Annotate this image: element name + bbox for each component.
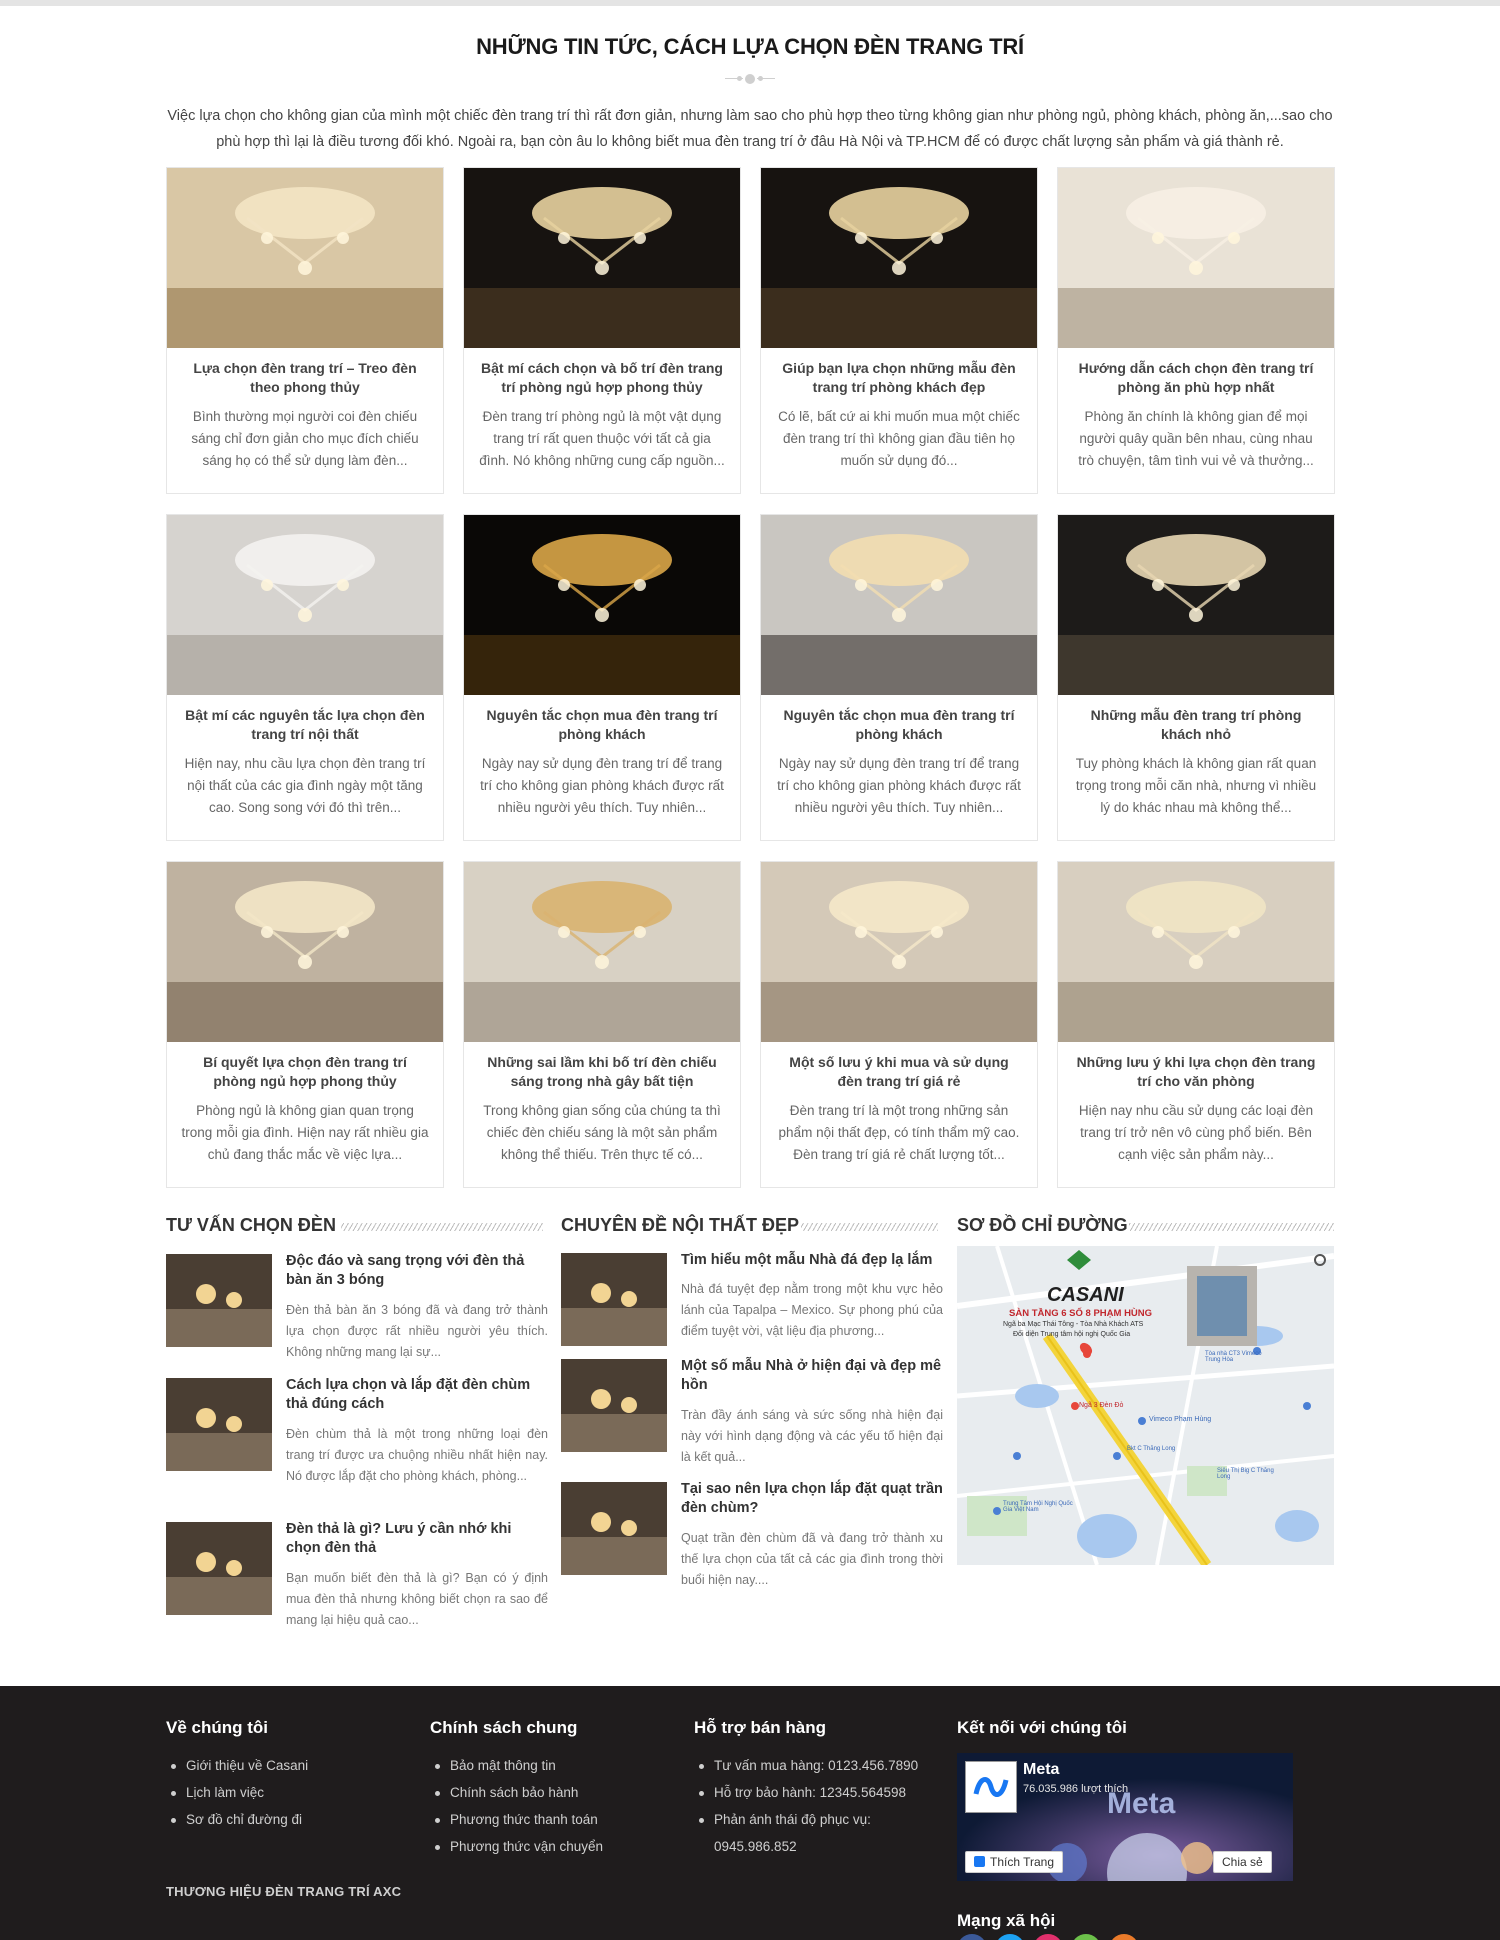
post-thumbnail[interactable] bbox=[166, 1522, 272, 1615]
site-footer bbox=[0, 1686, 1500, 1940]
post-thumbnail[interactable] bbox=[561, 1359, 667, 1452]
article-image[interactable] bbox=[464, 515, 740, 695]
facebook-icon bbox=[974, 1856, 985, 1867]
post-thumbnail[interactable] bbox=[561, 1253, 667, 1346]
article-image[interactable] bbox=[1058, 862, 1334, 1042]
article-image[interactable] bbox=[1058, 515, 1334, 695]
post-title[interactable]: Một số mẫu Nhà ở hiện đại và đẹp mê hồn bbox=[681, 1358, 942, 1393]
interior-post[interactable] bbox=[561, 1357, 943, 1467]
footer-link-schedule[interactable]: Lịch làm việc bbox=[166, 1779, 308, 1806]
article-image[interactable] bbox=[761, 515, 1037, 695]
advice-post[interactable] bbox=[166, 1252, 548, 1362]
post-excerpt: Nhà đá tuyệt đẹp nằm trong một khu vực hẻo lánh của Tapalpa – Mexico. Sự phong phú của điểm tuyệt vời, vật liệu địa phương... bbox=[681, 1282, 943, 1338]
article-card[interactable] bbox=[463, 861, 741, 1188]
article-title[interactable]: Hướng dẫn cách chọn đèn trang trí phòng ăn phù hợp nhất bbox=[1078, 360, 1314, 395]
article-image[interactable] bbox=[167, 168, 443, 348]
footer-link-shipping[interactable]: Phương thức vận chuyển bbox=[430, 1833, 603, 1860]
article-image[interactable] bbox=[167, 515, 443, 695]
map-heading bbox=[957, 1215, 1334, 1241]
article-title[interactable]: Bật mí các nguyên tắc lựa chọn đèn trang trí nội thất bbox=[185, 707, 425, 742]
article-excerpt: Ngày nay sử dụng đèn trang trí để trang trí cho không gian phòng khách được rất nhiều người yêu thích. Tuy nhiên... bbox=[480, 756, 724, 815]
article-excerpt: Tuy phòng khách là không gian rất quan trọng trong mỗi căn nhà, nhưng vì nhiều lý do khác nhau mà không thể... bbox=[1075, 756, 1317, 815]
article-excerpt: Có lẽ, bất cứ ai khi muốn mua một chiếc đèn trang trí thì không gian đầu tiên họ muốn sử dụng đó... bbox=[778, 409, 1020, 468]
article-card[interactable] bbox=[1057, 167, 1335, 494]
map-address: SÀN TẦNG 6 SỐ 8 PHẠM HÙNG bbox=[1009, 1308, 1153, 1319]
article-card[interactable] bbox=[760, 514, 1038, 841]
post-thumbnail[interactable] bbox=[166, 1378, 272, 1471]
article-excerpt: Đèn trang trí phòng ngủ là một vật dụng trang trí rất quen thuộc với tất cả gia đình. Nó không những cung cấp nguồn... bbox=[479, 409, 725, 468]
article-card[interactable] bbox=[166, 167, 444, 494]
map-address-sub2: Đối diện Trung tâm hội nghị Quốc Gia bbox=[1013, 1331, 1131, 1338]
map-poi-4: Tòa nhà CT3 Vimeco Trung Hòa bbox=[1205, 1351, 1262, 1363]
article-excerpt: Phòng ăn chính là không gian để mọi người quây quần bên nhau, cùng nhau trò chuyện, tâm tình vui vẻ và thưởng... bbox=[1078, 409, 1314, 468]
footer-brand-line: THƯƠNG HIỆU ĐÈN TRANG TRÍ AXC bbox=[166, 1884, 402, 1899]
article-image[interactable] bbox=[464, 168, 740, 348]
article-card[interactable] bbox=[463, 167, 741, 494]
intro-text: Việc lựa chọn cho không gian của mình một chiếc đèn trang trí thì rất đơn giản, nhưng làm sao cho phù hợp theo từng không gian như phòng ngủ, phòng khách, phòng ăn,...sao cho phù hợp thì lại là điều tương đối khó. Ngoài ra, bạn còn âu lo không biết mua đèn trang trí ở đâu Hà Nội và TP.HCM để có được chất lượng sản phẩm và giá thành rẻ. bbox=[167, 108, 1333, 150]
post-thumbnail[interactable] bbox=[561, 1482, 667, 1575]
social-title: Mạng xã hội bbox=[957, 1911, 1056, 1930]
advice-post[interactable] bbox=[166, 1520, 548, 1630]
map-poi-1: Vimeco Phạm Hùng bbox=[1149, 1416, 1212, 1423]
footer-support-warranty: Hỗ trợ bảo hành: 12345.564598 bbox=[694, 1779, 918, 1806]
post-excerpt: Quạt trần đèn chùm đã và đang trở thành xu thế lựa chọn của tất cả các gia đình trong thời buổi hiện nay.... bbox=[681, 1531, 943, 1587]
footer-about bbox=[166, 1718, 308, 1833]
social-icon[interactable] bbox=[1109, 1934, 1139, 1940]
article-image[interactable] bbox=[167, 862, 443, 1042]
map-brand: CASANI bbox=[1047, 1284, 1124, 1306]
article-title[interactable]: Một số lưu ý khi mua và sử dụng đèn trang trí giá rẻ bbox=[789, 1054, 1009, 1089]
article-card[interactable] bbox=[1057, 514, 1335, 841]
article-excerpt: Đèn trang trí là một trong những sản phẩm nội thất đẹp, có tính thẩm mỹ cao. Đèn trang trí giá rẻ chất lượng tốt... bbox=[778, 1103, 1020, 1162]
article-excerpt: Bình thường mọi người coi đèn chiếu sáng chỉ đơn giản cho mục đích chiếu sáng họ có thể sử dụng làm đèn... bbox=[191, 409, 419, 468]
directions-map[interactable] bbox=[957, 1246, 1334, 1565]
footer-support bbox=[694, 1718, 918, 1860]
footer-link-warranty[interactable]: Chính sách bảo hành bbox=[430, 1779, 603, 1806]
article-excerpt: Hiện nay nhu cầu sử dụng các loại đèn trang trí trở nên vô cùng phổ biến. Bên cạnh việc sản phẩm này... bbox=[1078, 1103, 1314, 1162]
footer-connect bbox=[957, 1718, 1127, 1752]
article-card[interactable] bbox=[166, 514, 444, 841]
post-title[interactable]: Cách lựa chọn và lắp đặt đèn chùm thả đúng cách bbox=[286, 1377, 531, 1412]
interior-heading bbox=[561, 1215, 938, 1241]
footer-support-sales: Tư vấn mua hàng: 0123.456.7890 bbox=[694, 1752, 918, 1779]
top-border bbox=[0, 0, 1500, 6]
footer-support-feedback-label: Phản ánh thái độ phục vụ: bbox=[714, 1812, 871, 1827]
post-title[interactable]: Tìm hiểu một mẫu Nhà đá đẹp lạ lắm bbox=[681, 1252, 933, 1268]
like-page-button[interactable] bbox=[965, 1851, 1063, 1873]
article-card[interactable] bbox=[463, 514, 741, 841]
article-image[interactable] bbox=[1058, 168, 1334, 348]
advice-heading bbox=[166, 1215, 543, 1241]
advice-title: TƯ VẤN CHỌN ĐÈN bbox=[166, 1215, 336, 1235]
advice-post[interactable] bbox=[166, 1376, 548, 1486]
footer-link-payment[interactable]: Phương thức thanh toán bbox=[430, 1806, 603, 1833]
article-title[interactable]: Nguyên tắc chọn mua đèn trang trí phòng khách bbox=[486, 707, 718, 742]
map-poi-3: Trung Tâm Hội Nghị Quốc Gia Việt Nam bbox=[1003, 1501, 1073, 1513]
article-image[interactable] bbox=[761, 168, 1037, 348]
meta-logo-icon bbox=[965, 1761, 1017, 1813]
map-poi-5: Bkt C Thăng Long bbox=[1127, 1446, 1176, 1452]
map-address-sub: Ngã ba Mạc Thái Tông - Tòa Nhà Khách ATS bbox=[1003, 1321, 1144, 1328]
social-icon[interactable] bbox=[1071, 1934, 1101, 1940]
article-excerpt: Phòng ngủ là không gian quan trọng trong mỗi gia đình. Hiện nay rất nhiều gia chủ đang thắc mắc về việc lựa... bbox=[181, 1103, 429, 1162]
post-title[interactable]: Tại sao nên lựa chọn lắp đặt quạt trần đèn chùm? bbox=[681, 1481, 943, 1516]
article-image[interactable] bbox=[761, 862, 1037, 1042]
map-title: SƠ ĐỒ CHỈ ĐƯỜNG bbox=[957, 1215, 1128, 1235]
share-label: Chia sẻ bbox=[1222, 1855, 1263, 1869]
map-poi-0: Ngã 3 Đèn Đỏ bbox=[1079, 1402, 1124, 1409]
facebook-likes-count: 76.035.986 lượt thích bbox=[1023, 1783, 1129, 1795]
footer-policy bbox=[430, 1718, 603, 1860]
post-excerpt: Đèn thả bàn ăn 3 bóng đã và đang trở thành lựa chọn được rất nhiều người yêu thích. Không những mang lại sự... bbox=[286, 1303, 548, 1359]
interior-title: CHUYÊN ĐỀ NỘI THẤT ĐẸP bbox=[561, 1215, 800, 1235]
facebook-page-widget[interactable] bbox=[957, 1753, 1293, 1881]
article-title[interactable]: Những lưu ý khi lựa chọn đèn trang trí cho văn phòng bbox=[1076, 1054, 1316, 1089]
social-icon[interactable] bbox=[995, 1934, 1025, 1940]
social-icon[interactable] bbox=[1033, 1934, 1063, 1940]
article-title[interactable]: Những mẫu đèn trang trí phòng khách nhỏ bbox=[1090, 707, 1302, 742]
section-title: NHỮNG TIN TỨC, CÁCH LỰA CHỌN ĐÈN TRANG TRÍ bbox=[476, 34, 1024, 59]
article-card[interactable] bbox=[760, 861, 1038, 1188]
article-card[interactable] bbox=[760, 167, 1038, 494]
article-excerpt: Hiện nay, nhu cầu lựa chọn đèn trang trí nội thất của các gia đình ngày một tăng cao. Song song với đó thì trên... bbox=[184, 756, 426, 815]
post-excerpt: Tràn đầy ánh sáng và sức sống nhà hiện đại này với hình dạng động và các yếu tố hiện đại là kết quả... bbox=[681, 1408, 943, 1464]
post-excerpt: Bạn muốn biết đèn thả là gì? Bạn có ý định mua đèn thả nhưng không biết chọn ra sao để mang lại hiệu quả cao... bbox=[286, 1571, 548, 1627]
footer-support-feedback bbox=[694, 1806, 918, 1860]
article-title[interactable]: Bí quyết lựa chọn đèn trang trí phòng ngủ hợp phong thủy bbox=[203, 1054, 407, 1089]
like-page-label: Thích Trang bbox=[990, 1855, 1055, 1869]
article-title[interactable]: Giúp bạn lựa chọn những mẫu đèn trang trí phòng khách đẹp bbox=[782, 360, 1016, 395]
interior-post[interactable] bbox=[561, 1480, 943, 1590]
article-excerpt: Ngày nay sử dụng đèn trang trí để trang trí cho không gian phòng khách được rất nhiều người yêu thích. Tuy nhiên... bbox=[777, 756, 1021, 815]
footer-support-feedback-phone: 0945.986.852 bbox=[714, 1839, 797, 1854]
footer-link-about[interactable]: Giới thiệu về Casani bbox=[166, 1752, 308, 1779]
post-title[interactable]: Đèn thả là gì? Lưu ý cần nhớ khi chọn đèn thả bbox=[286, 1521, 512, 1556]
footer-connect-title: Kết nối với chúng tôi bbox=[957, 1718, 1127, 1737]
article-title[interactable]: Bật mí cách chọn và bố trí đèn trang trí phòng ngủ hợp phong thủy bbox=[481, 360, 723, 395]
footer-link-directions[interactable]: Sơ đồ chỉ đường đi bbox=[166, 1806, 308, 1833]
article-title[interactable]: Nguyên tắc chọn mua đèn trang trí phòng khách bbox=[783, 707, 1015, 742]
article-image[interactable] bbox=[464, 862, 740, 1042]
post-thumbnail[interactable] bbox=[166, 1254, 272, 1347]
facebook-cover-brand: Meta bbox=[1107, 1787, 1176, 1820]
article-title[interactable]: Lựa chọn đèn trang trí – Treo đèn theo phong thủy bbox=[193, 360, 417, 395]
social-icon[interactable] bbox=[957, 1934, 987, 1940]
interior-post[interactable] bbox=[561, 1251, 943, 1361]
footer-support-title: Hỗ trợ bán hàng bbox=[694, 1718, 827, 1737]
article-card[interactable] bbox=[1057, 861, 1335, 1188]
facebook-page-name[interactable]: Meta bbox=[1023, 1761, 1060, 1778]
article-excerpt: Trong không gian sống của chúng ta thì chiếc đèn chiếu sáng là một sản phẩm không thể thiếu. Trên thực tế có... bbox=[483, 1103, 721, 1162]
footer-policy-title: Chính sách chung bbox=[430, 1718, 578, 1737]
footer-about-title: Về chúng tôi bbox=[166, 1718, 268, 1737]
footer-link-privacy[interactable]: Bảo mật thông tin bbox=[430, 1752, 603, 1779]
map-fullscreen-icon[interactable] bbox=[1314, 1254, 1326, 1266]
title-divider bbox=[725, 72, 775, 86]
article-title[interactable]: Những sai lầm khi bố trí đèn chiếu sáng trong nhà gây bất tiện bbox=[487, 1054, 717, 1089]
post-excerpt: Đèn chùm thả là một trong những loại đèn trang trí được ưa chuộng nhiều nhất hiện nay. Nó được lắp đặt cho phòng khách, phòng... bbox=[286, 1427, 548, 1483]
article-card[interactable] bbox=[166, 861, 444, 1188]
map-poi-2: Siêu Thị Big C Thăng Long bbox=[1217, 1468, 1274, 1480]
share-button[interactable] bbox=[1213, 1851, 1272, 1873]
post-title[interactable]: Độc đáo và sang trọng với đèn thả bàn ăn 3 bóng bbox=[286, 1253, 525, 1288]
